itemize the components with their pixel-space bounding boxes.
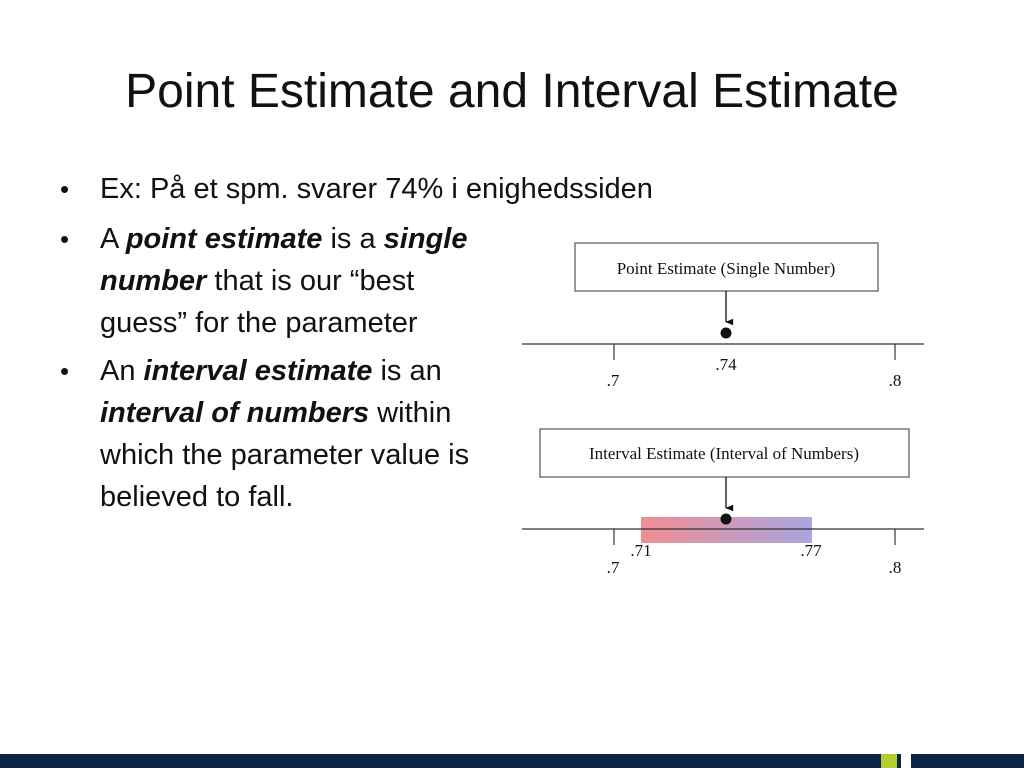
bullet-text: is an — [372, 355, 442, 387]
point-estimate-box-label: Point Estimate (Single Number) — [616, 259, 836, 278]
footer-bar — [0, 754, 1024, 768]
term-single-number: single number — [100, 223, 468, 297]
bullet-example-text: Ex: På et spm. svarer 74% i enighedssiden — [100, 173, 653, 205]
interval-lower-bound-label: .71 — [630, 541, 652, 560]
bullet-text: is a — [322, 223, 384, 255]
point-tick-label-low: .7 — [606, 371, 620, 390]
point-estimate-label: .74 — [715, 355, 737, 374]
interval-estimate-diagram — [522, 429, 924, 577]
interval-tick-label-low: .7 — [606, 558, 620, 577]
interval-estimate-box-label: Interval Estimate (Interval of Numbers) — [588, 444, 860, 463]
point-tick-label-high: .8 — [888, 371, 902, 390]
term-interval-of-numbers: interval of numbers — [100, 397, 370, 429]
interval-tick-label-high: .8 — [888, 558, 902, 577]
point-estimate-diagram — [522, 243, 924, 390]
footer-accent-square — [881, 754, 897, 768]
bullet-text: An — [100, 355, 144, 387]
bullet-text: within which the parameter value is believed to fall. — [100, 397, 470, 513]
bullet-dot: • — [60, 224, 70, 254]
bullet-text: that is our “best guess” for the parameter — [100, 265, 418, 339]
term-interval-estimate: interval estimate — [143, 355, 373, 387]
bullet-dot: • — [60, 174, 70, 204]
bullet-text: A — [100, 223, 126, 255]
point-estimate-dot — [721, 328, 732, 339]
interval-estimate-dot — [721, 514, 732, 525]
interval-upper-bound-label: .77 — [800, 541, 822, 560]
bullet-dot: • — [60, 356, 70, 386]
slide-title: Point Estimate and Interval Estimate — [125, 65, 899, 118]
footer-white-square — [901, 754, 911, 768]
term-point-estimate: point estimate — [125, 223, 323, 255]
